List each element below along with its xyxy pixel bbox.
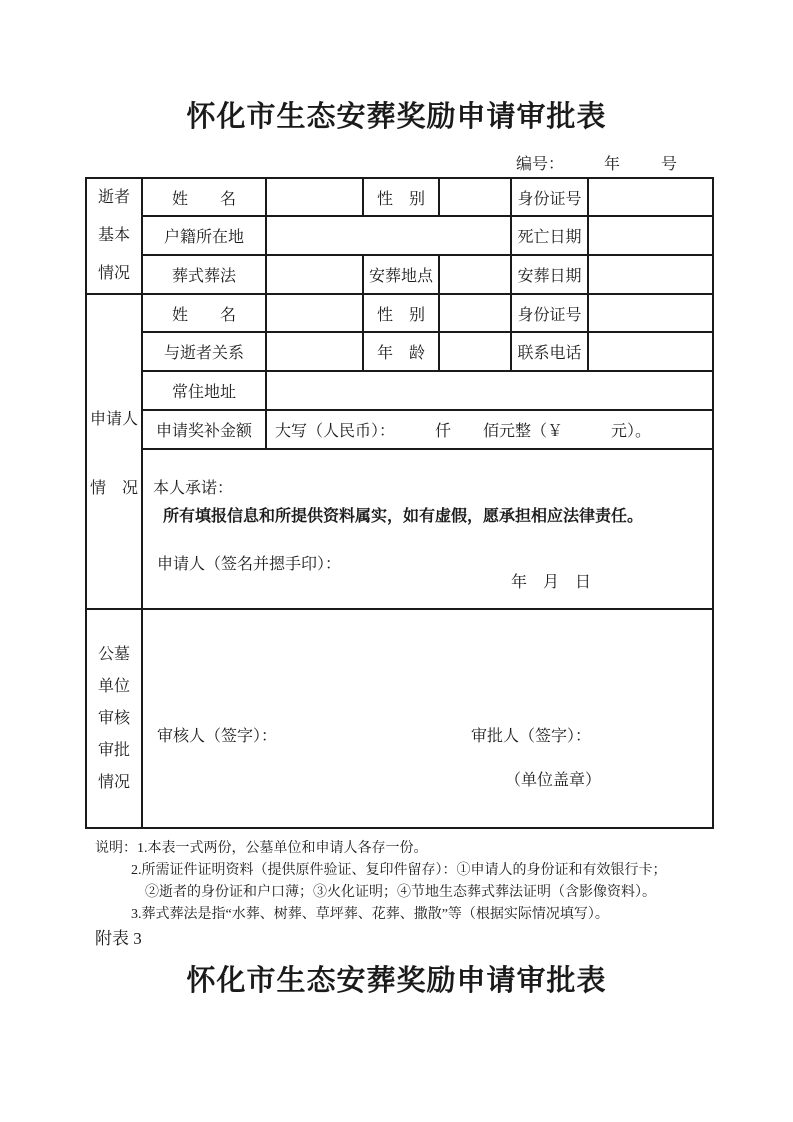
address-label: 常住地址 xyxy=(142,371,266,410)
promise-statement: 所有填报信息和所提供资料属实，如有虚假，愿承担相应法律责任。 xyxy=(163,508,644,525)
applicant-signature-label: 申请人（签名并摁手印）： xyxy=(157,556,342,573)
section-approval-line: 情况 xyxy=(97,773,130,791)
death-date-label: 死亡日期 xyxy=(511,216,588,255)
notes-block xyxy=(95,838,667,926)
applicant-gender-label: 性 别 xyxy=(363,294,439,332)
note-line-4: 3.葬式葬法是指“水葬、树葬、草坪葬、花葬、撒散”等（根据实际情况填写）。 xyxy=(131,907,609,922)
appendix-label: 附表 3 xyxy=(95,929,142,948)
approver-signature-label: 审批人（签字）： xyxy=(471,728,592,745)
section-deceased-info xyxy=(86,178,142,294)
signature-date-line: 年 月 日 xyxy=(511,574,592,591)
page-title: 怀化市生态安葬奖励申请审批表 xyxy=(186,101,607,133)
section-approval-line: 审批 xyxy=(97,741,130,759)
deceased-id-value xyxy=(588,178,713,216)
phone-label: 联系电话 xyxy=(511,332,588,371)
burial-method-value xyxy=(266,255,363,294)
address-value xyxy=(266,371,713,410)
approval-content xyxy=(143,611,712,826)
unit-seal-label: （单位盖章） xyxy=(505,772,602,789)
death-date-value xyxy=(588,216,713,255)
promise-title: 本人承诺： xyxy=(153,480,234,497)
applicant-name-value xyxy=(266,294,363,332)
age-value xyxy=(439,332,511,371)
deceased-name-label: 姓 名 xyxy=(142,178,266,216)
burial-method-label: 葬式葬法 xyxy=(142,255,266,294)
burial-date-label: 安葬日期 xyxy=(511,255,588,294)
next-page-title: 怀化市生态安葬奖励申请审批表 xyxy=(186,965,607,997)
applicant-id-value xyxy=(588,294,713,332)
commitment-content xyxy=(143,451,712,607)
burial-date-value xyxy=(588,255,713,294)
serial-number-label: 编号： xyxy=(516,156,565,173)
age-label: 年 龄 xyxy=(363,332,439,371)
deceased-residence-value xyxy=(266,216,511,255)
serial-year-suffix: 年 xyxy=(604,156,621,173)
reward-amount-value: 大写（人民币）： 仟 佰元整（￥ 元）。 xyxy=(266,410,713,449)
section-deceased-line: 逝者 xyxy=(97,189,130,206)
applicant-gender-value xyxy=(439,294,511,332)
applicant-name-label: 姓 名 xyxy=(142,294,266,332)
section-approval-info xyxy=(86,609,142,828)
deceased-name-value xyxy=(266,178,363,216)
note-line-2: 2.所需证件证明资料（提供原件验证、复印件留存）：①申请人的身份证和有效银行卡； xyxy=(131,863,667,878)
reward-amount-label: 申请奖补金额 xyxy=(142,410,266,449)
reviewer-signature-label: 审核人（签字）： xyxy=(157,728,278,745)
burial-place-label: 安葬地点 xyxy=(363,255,439,294)
relation-label: 与逝者关系 xyxy=(142,332,266,371)
deceased-residence-label: 户籍所在地 xyxy=(142,216,266,255)
section-approval-line: 公墓 xyxy=(97,645,130,663)
deceased-gender-label: 性 别 xyxy=(363,178,439,216)
burial-place-value xyxy=(439,255,511,294)
applicant-id-label: 身份证号 xyxy=(511,294,588,332)
application-form-table xyxy=(85,177,714,829)
section-applicant-line: 申请人 xyxy=(89,410,138,428)
relation-value xyxy=(266,332,363,371)
phone-value xyxy=(588,332,713,371)
deceased-id-label: 身份证号 xyxy=(511,178,588,216)
note-line-1: 说明：1.本表一式两份，公墓单位和申请人各存一份。 xyxy=(95,841,428,856)
section-approval-line: 审核 xyxy=(97,709,130,727)
commitment-cell xyxy=(142,449,713,609)
approval-cell xyxy=(142,609,713,828)
section-approval-line: 单位 xyxy=(97,677,130,695)
section-applicant-line: 情 况 xyxy=(89,479,138,497)
deceased-gender-value xyxy=(439,178,511,216)
note-line-3: ②逝者的身份证和户口薄；③火化证明；④节地生态葬式葬法证明（含影像资料）。 xyxy=(145,885,656,900)
section-approval-label xyxy=(87,639,141,799)
section-applicant-label xyxy=(87,406,141,498)
section-deceased-line: 基本 xyxy=(97,227,130,244)
section-applicant-info xyxy=(86,294,142,609)
section-deceased-line: 情况 xyxy=(97,265,130,282)
serial-no-suffix: 号 xyxy=(661,156,678,173)
section-deceased-label xyxy=(87,179,141,293)
